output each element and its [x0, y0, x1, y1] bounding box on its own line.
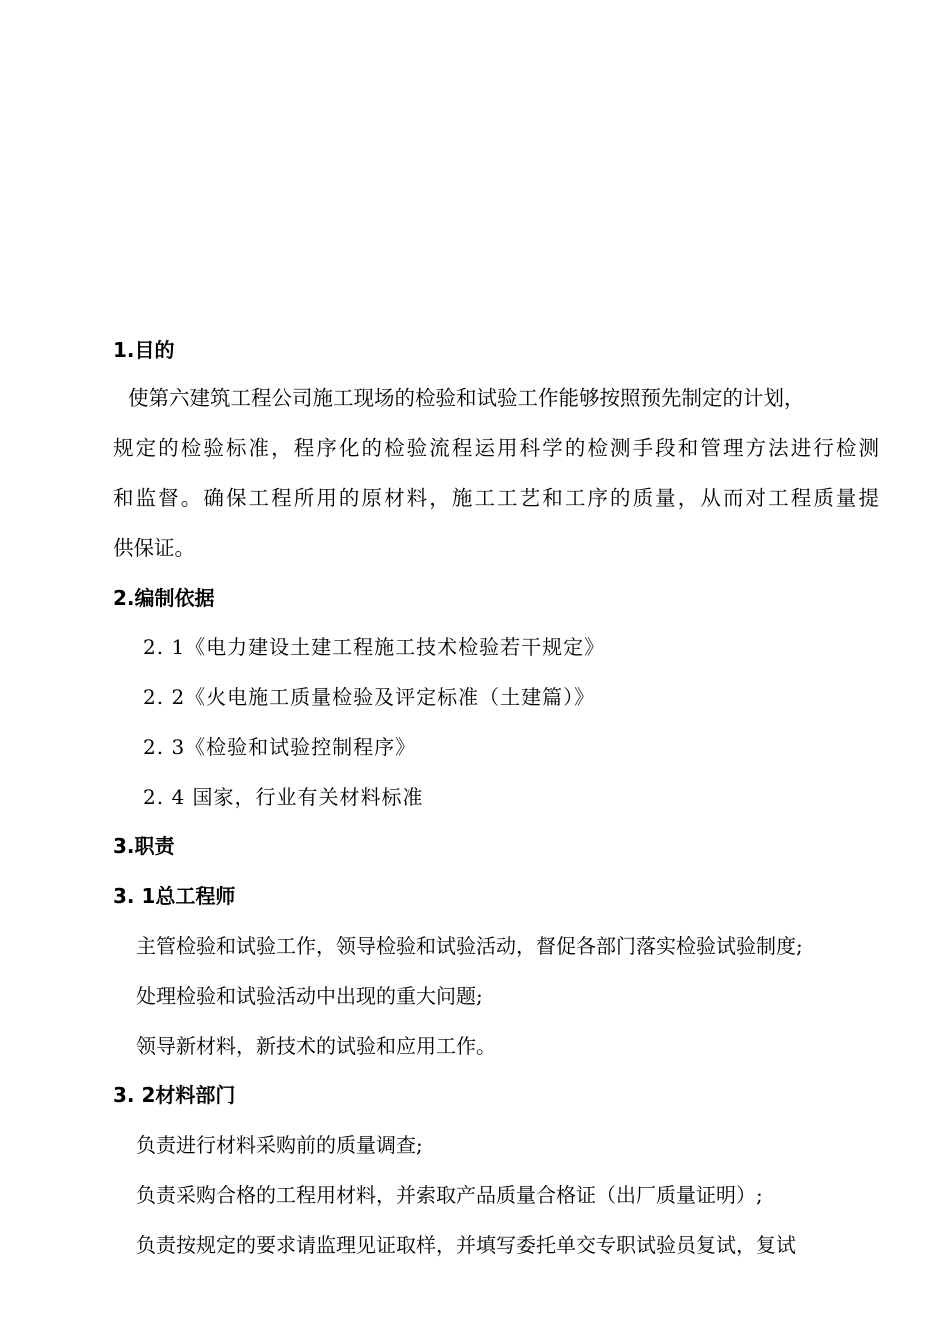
section-1-heading: 1.目的	[113, 338, 175, 362]
reference-item-3: 2. 3《检验和试验控制程序》	[143, 735, 417, 759]
section-1-paragraph-line-1: 使第六建筑工程公司施工现场的检验和试验工作能够按照预先制定的计划，	[128, 386, 805, 410]
materials-dept-duty-1: 负责进行材料采购前的质量调查;	[136, 1133, 423, 1157]
chief-engineer-duty-1: 主管检验和试验工作，领导检验和试验活动，督促各部门落实检验试验制度;	[136, 934, 803, 958]
chief-engineer-duty-3: 领导新材料，新技术的试验和应用工作。	[136, 1034, 496, 1058]
materials-dept-duty-3: 负责按规定的要求请监理见证取样，并填写委托单交专职试验员复试，复试	[136, 1233, 796, 1257]
materials-dept-duty-2: 负责采购合格的工程用材料，并索取产品质量合格证（出厂质量证明）;	[136, 1183, 763, 1207]
section-3-2-heading: 3. 2材料部门	[113, 1083, 236, 1107]
section-3-1-heading: 3. 1总工程师	[113, 884, 236, 908]
section-1-paragraph-line-4: 供保证。	[113, 536, 195, 560]
reference-item-2: 2. 2《火电施工质量检验及评定标准（土建篇）》	[143, 685, 596, 709]
reference-item-1: 2. 1《电力建设土建工程施工技术检验若干规定》	[143, 635, 606, 659]
chief-engineer-duty-2: 处理检验和试验活动中出现的重大问题;	[136, 984, 483, 1008]
section-2-heading: 2.编制依据	[113, 586, 215, 610]
reference-item-4: 2. 4 国家，行业有关材料标准	[143, 785, 424, 809]
section-1-paragraph-line-3: 和监督。确保工程所用的原材料，施工工艺和工序的质量，从而对工程质量提	[113, 486, 879, 510]
section-3-heading: 3.职责	[113, 834, 175, 858]
section-1-paragraph-line-2: 规定的检验标准，程序化的检验流程运用科学的检测手段和管理方法进行检测	[113, 436, 879, 460]
